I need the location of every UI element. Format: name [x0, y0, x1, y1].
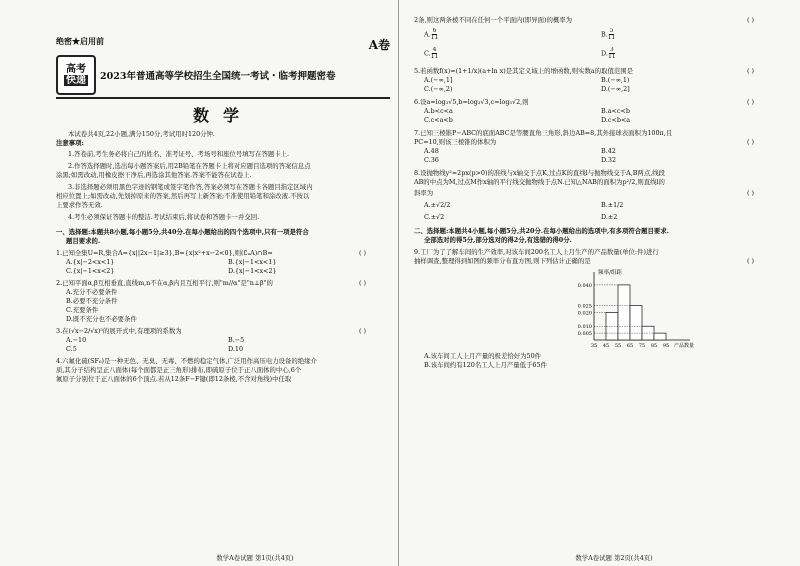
question-1 [56, 249, 390, 276]
logo-top-text: 高考 [66, 64, 86, 75]
fraction-denominator: 11 [607, 53, 616, 60]
paper-version: A卷 [368, 38, 390, 52]
y-tick-label: 0.025 [577, 303, 592, 310]
answer-paren: ( ) [746, 138, 754, 146]
section-one-title-cont: 题目要求的. [66, 237, 101, 245]
option-a [424, 28, 601, 44]
option-a: A.{x|−2<x<1} [66, 258, 115, 266]
question-stem: 6.设a=log₃√5,b=log₃√3,c=log₅√2,则 [414, 98, 529, 106]
x-tick-label: 65 [626, 343, 634, 349]
notice-line: 相应位置上;如需改动,先划掉原来的答案,然后再写上新答案;不准使用铅笔和涂改液.不按以 [56, 192, 310, 200]
option-c: C.5 [66, 345, 77, 353]
option-b: B.±1/2 [601, 201, 624, 209]
answer-paren: ( ) [358, 249, 366, 257]
exam-header [56, 55, 390, 99]
question-stem: 抽样调查,整理得到如图的频率分布直方图,则下列估计正确的是 [414, 257, 591, 265]
option-b: B.必要不充分条件 [66, 297, 118, 305]
option-a: A.充分不必要条件 [66, 288, 118, 296]
question-7 [414, 129, 778, 165]
option-label: A. [424, 30, 431, 39]
option-b: B.42 [601, 147, 616, 155]
question-stem: 7.已知三棱锥P−ABC的底面ABC是等腰直角三角形,斜边AB=8,其外接球表面积为100π,且 [414, 129, 673, 137]
histogram-svg [564, 266, 714, 352]
notice-line: 2.作答选择题时,选出每小题答案后,用2B铅笔在答题卡上将对应题目选项的答案信息点 [68, 162, 311, 170]
option-d: D.{x|−1<x<2} [228, 267, 277, 275]
page-footer: 数学A卷试题 第2页(共4页) [575, 554, 653, 562]
top-line [56, 36, 390, 53]
x-axis-label: 产品数量 [674, 343, 695, 349]
page-one [0, 0, 398, 566]
option-d: D.10 [228, 345, 244, 353]
section-two-title: 二、选择题:本题共4小题,每小题5分,共20分.在每小题给出的选项中,有多项符合题目要求. [414, 227, 669, 235]
answer-paren: ( ) [746, 67, 754, 75]
logo-bottom-text: 快递 [66, 75, 86, 86]
y-tick-label: 0.020 [577, 310, 592, 317]
option-d [601, 47, 778, 63]
option-d: D.c<b<a [601, 116, 631, 124]
option-a: A.±√2/2 [424, 201, 451, 209]
answer-paren: ( ) [746, 98, 754, 106]
question-4 [56, 357, 390, 384]
fraction-denominator: 11 [607, 34, 616, 41]
option-a: A.−10 [66, 336, 87, 344]
y-tick-label: 0.040 [577, 282, 592, 289]
answer-paren: ( ) [746, 189, 754, 197]
notice-line: 3.非选择题必须用黑色字迹的钢笔或签字笔作答,答案必须写在答题卡各题目指定区域内 [68, 183, 313, 191]
option-a: A.该车间工人上月产量的极差恰好为50件 [424, 352, 542, 360]
option-b: B.{x|−1<x<1} [228, 258, 277, 266]
question-stem: 2.已知平面α,β互相垂直,直线m,n不在α,β内且互相平行,则"m//α"是"n⊥β"的 [56, 279, 273, 287]
option-b: B.a<c<b [601, 107, 630, 115]
answer-paren: ( ) [358, 279, 366, 287]
question-stem: 5.若函数f(x)=(1+1/x)(a+ln x)是其定义域上的增函数,则实数a的取值范围是 [414, 67, 634, 75]
option-c: C.36 [424, 156, 439, 164]
notice-line: 4.考生必须保证答题卡的整洁.考试结束后,将试卷和答题卡一并交回. [68, 213, 260, 221]
notice-line: 1.答卷前,考生务必将自己的姓名、准考证号、考场号和座位号填写在答题卡上. [68, 150, 290, 158]
section-two-title-cont: 全部选对的得5分,部分选对的得2分,有选错的得0分. [424, 236, 572, 244]
question-4-continued [414, 16, 778, 63]
option-c: C.(−∞,2) [424, 85, 453, 93]
option-a: A.48 [424, 147, 439, 155]
intro-text: 本试卷共4页,22小题,满分150分,考试用时120分钟. [68, 130, 215, 138]
notice-line: 上要求作答无效. [56, 201, 103, 209]
option-label: C. [424, 49, 431, 58]
fraction-numerator: 4 [432, 47, 437, 53]
histogram-bar [630, 306, 642, 340]
option-a: A.(−∞,1] [424, 76, 453, 84]
y-axis-label: 频率/组距 [598, 270, 622, 276]
page-two [400, 0, 800, 566]
option-c [424, 47, 601, 63]
question-stem: 质,其分子结构呈正八面体(每个面都是正三角形)排布,即硫原子位于正八面体的中心,6个 [56, 366, 302, 374]
question-stem: PC=10,则该三棱锥的体积为 [414, 138, 497, 146]
question-3 [56, 327, 390, 354]
x-tick-label: 45 [602, 343, 610, 349]
question-8 [414, 169, 778, 222]
question-5 [414, 67, 778, 94]
x-tick-label: 75 [638, 343, 646, 349]
x-tick-label: 95 [662, 343, 670, 349]
question-stem: 9.工厂为了了解车间的生产效率,对该车间200名工人上月生产的产品数量(单位:件)进行 [414, 248, 659, 256]
x-tick-label: 85 [650, 343, 658, 349]
option-d: D.±2 [601, 213, 618, 221]
question-9 [414, 248, 778, 370]
frequency-histogram [564, 266, 714, 352]
answer-paren: ( ) [746, 16, 754, 24]
question-2 [56, 279, 390, 324]
section-one-title: 一、选择题:本题共8小题,每小题5分,共40分.在每小题给出的四个选项中,只有一项是符合 [56, 228, 309, 236]
question-stem: 斜率为 [414, 189, 434, 197]
option-c: C.c<a<b [424, 116, 453, 124]
exam-title: 2023年普通高等学校招生全国统一考试・临考押题密卷 [100, 71, 336, 82]
option-label: D. [601, 49, 608, 58]
answer-paren: ( ) [358, 327, 366, 335]
x-tick-label: 35 [590, 343, 598, 349]
y-tick-label: 0.005 [577, 331, 592, 338]
option-a: A.b<c<a [424, 107, 453, 115]
fraction-numerator: 5 [609, 28, 614, 34]
option-c: C.充要条件 [66, 306, 99, 314]
question-6 [414, 98, 778, 125]
option-b: B.−5 [228, 336, 245, 344]
x-tick-label: 55 [614, 343, 622, 349]
option-d: D.(−∞,2] [601, 85, 630, 93]
question-stem: 8.设抛物线y²=2px(p>0)的准线与x轴交于点K,过点K的直线l与抛物线交于A,B两点,线段 [414, 169, 666, 177]
option-d: D.32 [601, 156, 617, 164]
question-stem: 4.六氟化硫(SF₆)是一种无色、无臭、无毒、不燃的稳定气体,广泛用作高压电力设备的绝缘介 [56, 357, 317, 365]
answer-paren: ( ) [746, 257, 754, 265]
fraction-denominator: 11 [430, 34, 439, 41]
gaokao-kuaidi-logo [56, 55, 96, 95]
fraction-numerator: 3 [609, 47, 614, 53]
histogram-bar [618, 285, 630, 340]
question-stem: 氟原子分别位于正八面体的6个顶点.若从12条F−F键(即12条棱,不含对角线)中任取 [56, 375, 292, 383]
option-label: B. [601, 30, 608, 39]
question-stem: AB的中点为M,过点M作x轴的平行线交抛物线于点N.已知△NAB的面积为p²/2,则直线l的 [414, 178, 665, 186]
page-footer: 数学A卷试题 第1页(共4页) [216, 554, 294, 562]
option-b [601, 28, 778, 44]
subject-title: 数学 [192, 106, 253, 125]
question-stem: 3.在(√x−2/√x)⁵的展开式中,有理项的系数为 [56, 327, 182, 335]
question-stem: 1.已知全集U=R,集合A={x||2x−1|≥3},B={x|x²+x−2<0},则(∁ᵤA)∩B= [56, 249, 273, 257]
page-divider [398, 0, 399, 566]
fraction-numerator: 6 [432, 28, 437, 34]
notice-title: 注意事项: [56, 139, 84, 147]
y-tick-label: 0.010 [577, 324, 592, 331]
option-b: B.(−∞,1) [601, 76, 630, 84]
option-b: B.该车间约有120名工人上月产量低于65件 [424, 361, 547, 369]
option-c: C.±√2 [424, 213, 445, 221]
fraction-denominator: 11 [430, 53, 439, 60]
notice-line: 涂黑;如需改动,用橡皮擦干净后,再选涂其他答案.答案不能答在试卷上. [56, 171, 252, 179]
option-c: C.{x|−1<x<2} [66, 267, 115, 275]
option-d: D.既不充分也不必要条件 [66, 315, 137, 323]
question-stem: 2条,则这两条棱不同在任何一个平面内(即异面)的概率为 [414, 16, 573, 24]
secret-label: 绝密★启用前 [56, 36, 104, 46]
histogram-bar [654, 333, 666, 340]
